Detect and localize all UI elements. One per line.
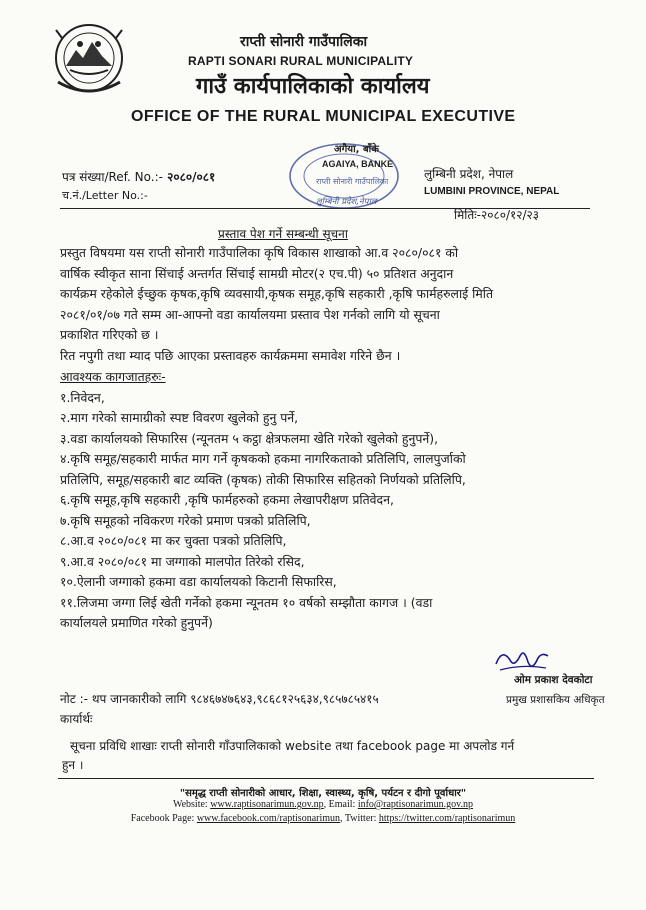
- municipality-name-np: राप्ती सोनारी गाउँपालिका: [240, 34, 368, 50]
- paragraph-line: वार्षिक स्वीकृत साना सिंचाई अन्तर्गत सिंचाई सामग्री मोटर(२ एच.पी) ५० प्रतिशत अनुदान: [60, 265, 454, 281]
- requirement-item: १०.ऐलानी जग्गाको हकमा वडा कार्यालयको किटानी सिफारिस,: [60, 574, 337, 589]
- it-branch-instruction-end: हुन ।: [62, 758, 84, 772]
- office-name-np: गाउँ कार्यपालिकाको कार्यालय: [196, 74, 430, 99]
- ref-number: [62, 168, 215, 185]
- paragraph-line: २०८१/०१/०७ गते सम्म आ-आफ्नो वडा कार्यालयमा प्रस्ताव पेश गर्नको लागि यो सूचना: [60, 306, 440, 322]
- signatory-name: ओम प्रकाश देवकोटा: [514, 674, 593, 686]
- footer-contact-social: [0, 813, 646, 824]
- office-name-en: OFFICE OF THE RURAL MUNICIPAL EXECUTIVE: [131, 108, 516, 125]
- requirement-item: १.निवेदन,: [60, 389, 105, 405]
- footer-slogan: "समृद्ध राप्ती सोनारीको आधार, शिक्षा, स्वास्थ्य, कृषि, पर्यटन र दीगो पूर्वाधार": [179, 788, 467, 799]
- twitter-link[interactable]: https://twitter.com/raptisonarimun: [378, 813, 516, 824]
- paragraph-line: प्रकाशित गरिएको छ ।: [60, 327, 159, 342]
- facebook-link[interactable]: www.facebook.com/raptisonarimun: [196, 813, 341, 824]
- requirements-list: [60, 367, 588, 634]
- requirement-item: ७.कृषि समूहको नविकरण गरेको प्रमाण पत्रको प्रतिलिपि,: [60, 512, 311, 528]
- requirement-item: ८.आ.व २०८०/०८१ मा कर चुक्ता पत्रको प्रतिलिपि,: [60, 533, 287, 548]
- paragraph-line: प्रस्तुत विषयमा यस राप्ती सोनारी गाउँपालिका कृषि विकास शाखाको आ.व २०८०/०८१ को: [60, 245, 459, 260]
- requirements-heading: आवश्यक कागजातहरुः-: [60, 369, 166, 384]
- requirement-item: २.माग गरेको सामाग्रीको स्पष्ट विवरण खुलेको हुनु पर्ने,: [60, 410, 299, 425]
- it-branch-instruction: सूचना प्रविधि शाखाः राप्ती सोनारी गाँउपालिकाको website तथा facebook page मा अपलोड गर्न: [70, 739, 515, 753]
- seal-mid-text: AGAIYA, BANKE: [322, 159, 394, 169]
- notice-paragraph: [60, 243, 588, 366]
- requirement-item: प्रतिलिपि, समूह/सहकारी बाट व्यक्ति (कृषक) तोकी सिफारिस सहितको निर्णयको प्रतिलिपि,: [60, 471, 466, 487]
- requirement-item: ११.लिजमा जग्गा लिई खेती गर्नेको हकमा न्यूनतम १० वर्षको सम्झौता कागज । (वडा: [60, 594, 433, 610]
- requirement-item: ३.वडा कार्यालयको सिफारिस (न्यूनतम ५ कट्ठा क्षेत्रफलमा खेति गरेको खुलेको हुनुपर्ने),: [60, 430, 439, 446]
- facebook-label: Facebook Page:: [130, 813, 195, 824]
- website-link[interactable]: www.raptisonarimun.gov.np: [210, 799, 324, 810]
- letter-date: मितिः-२०८०/१२/२३: [454, 208, 539, 222]
- website-label: Website:: [172, 799, 208, 810]
- notice-title: प्रस्ताव पेश गर्ने सम्बन्धी सूचना: [218, 227, 348, 241]
- twitter-label: , Twitter:: [340, 813, 377, 824]
- ref-value: २०८०/०८१: [167, 170, 216, 184]
- seal-bottom-text: लुम्बिनी प्रदेश,नेपाल: [316, 197, 377, 207]
- seal-top-text: अगैया, बाँके: [334, 144, 379, 155]
- letter-label: च.नं./Letter No.:-: [62, 189, 148, 202]
- requirement-item: कार्यालयले प्रमाणित गरेको हुनुपर्ने): [60, 615, 213, 630]
- office-seal-stamp: [286, 140, 404, 212]
- paragraph-line: रित नपुगी तथा म्याद पछि आएका प्रस्तावहरु कार्यक्रममा समावेश गरिने छैन ।: [60, 347, 401, 363]
- signatory-title: प्रमुख प्रशासकिय अधिकृत: [506, 694, 605, 706]
- letter-number: [62, 188, 148, 203]
- requirement-item: ४.कृषि समूह/सहकारी मार्फत माग गर्ने कृषकको हकमा नागरिकताको प्रतिलिपि, लालपुर्जाको: [60, 451, 466, 466]
- municipality-name-en: RAPTI SONARI RURAL MUNICIPALITY: [188, 54, 414, 68]
- contact-note: नोट :- थप जानकारीको लागि ९८४६७४७६४३,९८६८१२५६३४,९८५७८५४१५: [60, 692, 379, 706]
- paragraph-line: कार्यक्रम रहेकोले ईच्छुक कृषक,कृषि व्यवसायी,कृषक समूह,कृषि सहकारी ,कृषि फार्महरुलाई मिति: [60, 286, 494, 301]
- footer-divider: [58, 778, 594, 779]
- email-link[interactable]: info@raptisonarimun.gov.np: [357, 799, 474, 810]
- requirement-item: ९.आ.व २०८०/०८१ मा जग्गाको मालपोत तिरेको रसिद,: [60, 553, 305, 569]
- for-action-label: कार्यार्थः: [60, 712, 93, 726]
- seal-ring-text: राप्ती सोनारी गाउँपालिका: [316, 177, 389, 186]
- municipality-emblem-icon: [52, 20, 126, 100]
- requirement-item: ६.कृषि समूह,कृषि सहकारी ,कृषि फार्महरुको हकमा लेखापरीक्षण प्रतिवेदन,: [60, 492, 394, 507]
- ref-label: पत्र संख्या/Ref. No.:-: [62, 170, 163, 184]
- footer-contact-web-email: [0, 799, 646, 810]
- province-en: LUMBINI PROVINCE, NEPAL: [424, 186, 560, 197]
- province-np: लुम्बिनी प्रदेश, नेपाल: [424, 167, 514, 181]
- email-label: , Email:: [323, 799, 356, 810]
